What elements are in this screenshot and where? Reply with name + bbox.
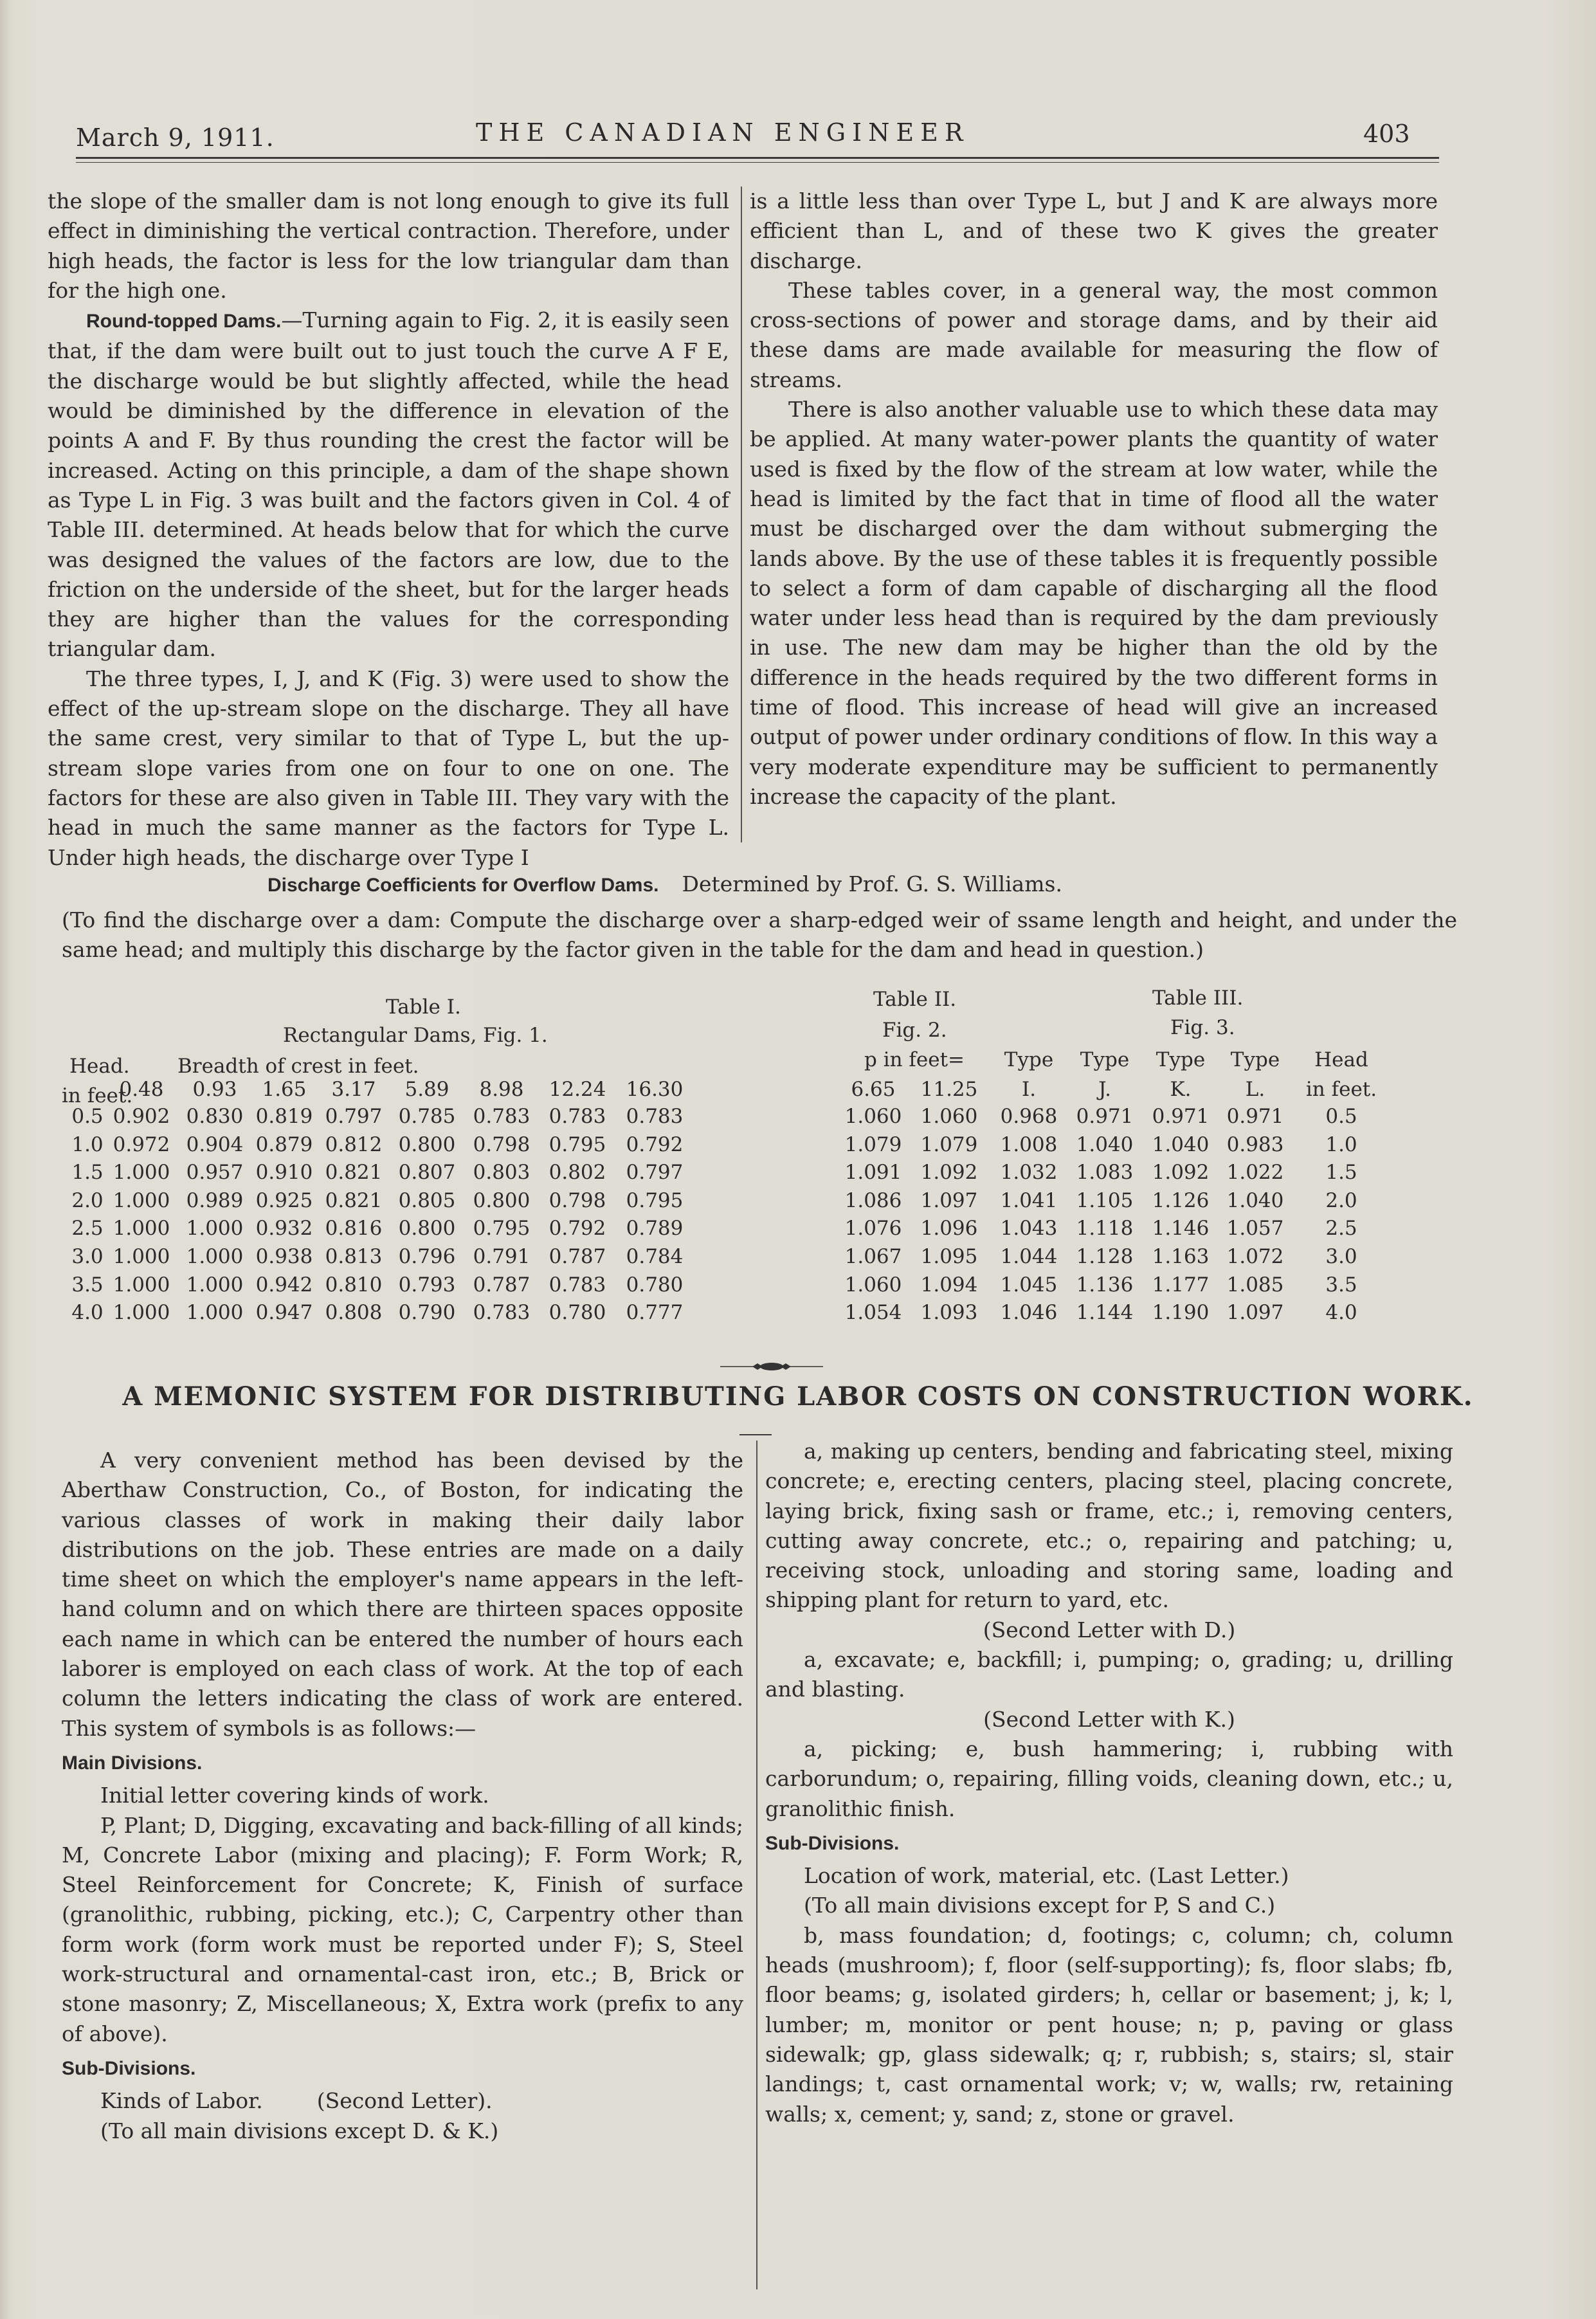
table-cell: 0.802	[549, 1161, 606, 1185]
ornament-divider	[720, 1362, 823, 1371]
table-cell: 0.783	[549, 1105, 606, 1128]
table-cell: 1.118	[1076, 1217, 1134, 1241]
breadth-header: 0.48	[119, 1078, 164, 1101]
table-cell-head: 1.0	[71, 1132, 104, 1156]
paragraph: Initial letter covering kinds of work.	[100, 1783, 489, 1808]
table-cell: 1.000	[113, 1273, 170, 1296]
table-cell: 1.086	[844, 1188, 902, 1212]
table-cell: 0.816	[325, 1217, 383, 1241]
head-right-units: in feet.	[1305, 1078, 1377, 1101]
table-cell: 0.800	[398, 1217, 456, 1241]
type-letter: L.	[1245, 1078, 1265, 1101]
head-right-label: Head	[1314, 1048, 1368, 1071]
table-cell-head: 3.5	[1325, 1273, 1357, 1296]
table-cell: 1.060	[920, 1105, 978, 1128]
table-cell: 0.821	[325, 1188, 383, 1212]
table-cell: 0.910	[255, 1161, 313, 1185]
title-rule	[739, 1434, 772, 1435]
table-cell: 0.830	[186, 1105, 244, 1128]
table-cell-head: 4.0	[71, 1301, 104, 1325]
table-cell: 0.780	[626, 1273, 684, 1296]
table-cell: 0.797	[325, 1105, 383, 1128]
table-cell: 1.079	[844, 1132, 902, 1156]
table-cell: 1.000	[113, 1245, 170, 1268]
table-cell: 0.797	[626, 1161, 684, 1185]
table2-p-label: p in feet=	[864, 1048, 965, 1071]
table-cell: 1.091	[844, 1161, 902, 1185]
table-cell: 1.000	[113, 1161, 170, 1185]
table-cell: 0.789	[626, 1217, 684, 1241]
table-cell: 1.094	[920, 1273, 978, 1296]
table-cell: 1.096	[920, 1217, 978, 1241]
coefficients-credit: Determined by Prof. G. S. Williams.	[682, 871, 1062, 896]
table-cell: 0.798	[473, 1132, 530, 1156]
table-cell: 0.795	[626, 1188, 684, 1212]
table-cell: 0.793	[398, 1273, 456, 1296]
type-header: Type	[1156, 1048, 1206, 1071]
breadth-label: Breadth of crest in feet.	[177, 1055, 419, 1078]
table-cell: 1.092	[920, 1161, 978, 1185]
table-cell-head: 2.0	[71, 1188, 104, 1212]
table-cell: 0.796	[398, 1245, 456, 1268]
table-cell: 1.000	[186, 1301, 244, 1325]
table-cell: 1.097	[920, 1188, 978, 1212]
table-cell: 1.144	[1076, 1301, 1134, 1325]
table-cell: 0.947	[255, 1301, 313, 1325]
table-cell: 0.795	[473, 1217, 530, 1241]
table-cell: 1.044	[1000, 1245, 1058, 1268]
breadth-header: 16.30	[626, 1078, 684, 1101]
table-cell: 1.041	[1000, 1188, 1058, 1212]
table-cell: 0.798	[549, 1188, 606, 1212]
table-cell: 0.807	[398, 1161, 456, 1185]
paragraph: The three types, I, J, and K (Fig. 3) were used to show the effect of the up-stream slope on the discharge. They all have the same crest, very similar to that of Type L, but the up-stream slope varies from one on four to one on one. The factors for these are also given in Table III. They vary with the head in much the same manner as the factors for Type L. Under high heads, the discharge over Type I	[48, 666, 729, 870]
table2-subtitle: Fig. 2.	[882, 1019, 947, 1042]
table-cell: 0.803	[473, 1161, 530, 1185]
paragraph: (To all main divisions except D. & K.)	[100, 2118, 499, 2143]
table-cell: 1.046	[1000, 1301, 1058, 1325]
paragraph: the slope of the smaller dam is not long enough to give its full effect in diminishing the vertical contraction. Therefore, under high heads, the factor is less for the low triangular dam than for the high one.	[48, 188, 729, 303]
table-cell-head: 2.5	[1325, 1217, 1357, 1241]
section-heading: Main Divisions.	[62, 1752, 203, 1774]
table-cell: 0.787	[549, 1245, 606, 1268]
table-cell: 0.791	[473, 1245, 530, 1268]
paragraph	[48, 305, 729, 664]
table-cell: 1.045	[1000, 1273, 1058, 1296]
table-cell: 1.022	[1226, 1161, 1284, 1185]
header-rule-thin	[76, 162, 1439, 163]
section-heading: Sub-Divisions.	[765, 1832, 900, 1854]
table-cell: 0.784	[626, 1245, 684, 1268]
article-left-column	[62, 1446, 743, 2146]
paragraph: Kinds of Labor. (Second Letter).	[100, 2088, 493, 2114]
paragraph: There is also another valuable use to which these data may be applied. At many water-power plants the quantity of water used is fixed by the flow of the stream at low water, while the head is limited by the fact that in time of flood all the water must be discharged over the dam without submerging the lands above. By the use of these tables it is frequently possible to select a form of dam capable of discharging all the flood water under less head than is required by the dam previously in use. The new dam may be higher than the old by the difference in the heads required by the two different forms in time of flood. This increase of head will give an increased output of power under ordinary conditions of flow. In this way a very moderate expenditure may be sufficient to permanently increase the capacity of the plant.	[750, 397, 1438, 809]
table-cell: 1.008	[1000, 1132, 1058, 1156]
article-right-column	[765, 1437, 1453, 2129]
column-divider	[756, 1441, 757, 2289]
table-cell: 1.163	[1152, 1245, 1210, 1268]
breadth-header: 8.98	[479, 1078, 524, 1101]
table3-subtitle: Fig. 3.	[1170, 1016, 1235, 1039]
table-cell-head: 2.5	[71, 1217, 104, 1241]
paragraph: P, Plant; D, Digging, excavating and back-filling of all kinds; M, Concrete Labor (mixing and placing); F. Form Work; R, Steel Reinforcement for Concrete; K, Finish of surface (granolithic, rubbing, picking, etc.); C, Carpentry other than form work (form work must be reported under F); S, Steel work-structural and ornamental-cast iron, etc.; B, Brick or stone masonry; Z, Miscellaneous; X, Extra work (prefix to any of above).	[62, 1812, 743, 2046]
paragraph: These tables cover, in a general way, the most common cross-sections of power and storage dams, and by their aid these dams are made available for measuring the flow of streams.	[750, 277, 1438, 392]
table-cell: 1.060	[844, 1273, 902, 1296]
table-cell: 1.126	[1152, 1188, 1210, 1212]
run-in-heading: Round-topped Dams.	[86, 311, 282, 332]
table-cell-head: 0.5	[71, 1105, 104, 1128]
table-cell: 0.777	[626, 1301, 684, 1325]
header-rule	[76, 157, 1439, 159]
table-cell: 0.819	[255, 1105, 313, 1128]
paragraph: (To all main divisions except for P, S and C.)	[804, 1893, 1276, 1918]
table-cell: 0.971	[1152, 1105, 1210, 1128]
article-title: A MEMONIC SYSTEM FOR DISTRIBUTING LABOR COSTS ON CONSTRUCTION WORK.	[122, 1381, 1474, 1412]
table-cell: 1.177	[1152, 1273, 1210, 1296]
table-cell: 1.076	[844, 1217, 902, 1241]
paragraph: Location of work, material, etc. (Last Letter.)	[804, 1863, 1289, 1889]
paragraph: a, excavate; e, backfill; i, pumping; o, grading; u, drilling and blasting.	[765, 1647, 1453, 1702]
table-cell: 0.783	[626, 1105, 684, 1128]
top-right-column	[750, 186, 1438, 812]
table-cell: 0.808	[325, 1301, 383, 1325]
table-cell: 0.790	[398, 1301, 456, 1325]
head-label: Head.	[69, 1055, 130, 1078]
table-cell: 1.092	[1152, 1161, 1210, 1185]
table-cell: 1.097	[1226, 1301, 1284, 1325]
table-cell: 1.032	[1000, 1161, 1058, 1185]
table-cell: 0.787	[473, 1273, 530, 1296]
table-cell: 1.128	[1076, 1245, 1134, 1268]
table-cell: 0.938	[255, 1245, 313, 1268]
type-header: Type	[1080, 1048, 1130, 1071]
table-cell-head: 1.0	[1325, 1132, 1357, 1156]
journal-title: THE CANADIAN ENGINEER	[476, 118, 970, 147]
table-cell: 1.067	[844, 1245, 902, 1268]
table-cell: 1.136	[1076, 1273, 1134, 1296]
breadth-header: 12.24	[549, 1078, 606, 1101]
table-cell: 0.783	[473, 1105, 530, 1128]
table-cell: 1.000	[186, 1217, 244, 1241]
type-letter: K.	[1170, 1078, 1192, 1101]
p-header: 11.25	[920, 1078, 978, 1101]
table-cell: 1.105	[1076, 1188, 1134, 1212]
table-cell: 1.000	[113, 1188, 170, 1212]
table-cell: 1.057	[1226, 1217, 1284, 1241]
table-cell: 0.821	[325, 1161, 383, 1185]
table-cell: 0.792	[549, 1217, 606, 1241]
section-heading: Sub-Divisions.	[62, 2057, 196, 2079]
table-cell: 0.783	[549, 1273, 606, 1296]
table-cell-head: 3.0	[1325, 1245, 1357, 1268]
table1-title: Table I.	[386, 996, 461, 1019]
table-cell: 0.932	[255, 1217, 313, 1241]
table3-title: Table III.	[1152, 987, 1244, 1010]
type-header: Type	[1004, 1048, 1054, 1071]
paragraph: is a little less than over Type L, but J and K are always more efficient than L, and of these two K gives the greater discharge.	[750, 188, 1438, 273]
table-cell-head: 1.5	[1325, 1161, 1357, 1185]
breadth-header: 0.93	[192, 1078, 237, 1101]
table-cell: 0.879	[255, 1132, 313, 1156]
paragraph: A very convenient method has been devised by the Aberthaw Construction, Co., of Boston, for indicating the various classes of work in making their daily labor distributions on the job. These entries are made on a daily time sheet on which the employer's name appears in the left-hand column and on which there are thirteen spaces opposite each name in which can be entered the number of hours each laborer is employed on each class of work. At the top of each column the letters indicating the class of work are entered. This system of symbols is as follows:—	[62, 1448, 743, 1741]
table-cell: 1.040	[1226, 1188, 1284, 1212]
table-cell-head: 2.0	[1325, 1188, 1357, 1212]
table2-title: Table II.	[873, 988, 957, 1011]
table-cell: 0.957	[186, 1161, 244, 1185]
table-cell: 1.040	[1152, 1132, 1210, 1156]
table-cell: 0.783	[473, 1301, 530, 1325]
table-cell: 1.000	[186, 1273, 244, 1296]
table-cell: 0.904	[186, 1132, 244, 1156]
table-cell-head: 3.5	[71, 1273, 104, 1296]
table-cell: 0.968	[1000, 1105, 1058, 1128]
type-header: Type	[1230, 1048, 1280, 1071]
table-cell: 1.095	[920, 1245, 978, 1268]
paragraph: b, mass foundation; d, footings; c, column; ch, column heads (mushroom); f, floor (self-supporting); fs, floor slabs; fb, floor beams; g, isolated girders; h, cellar or basement; j, k; l, lumber; m, monitor or pent house; n; p, paving or glass sidewalk; gp, glass sidewalk; q; r, rubbish; s, stairs; sl, stair landings; t, cast ornamental work; v; w, walls; rw, retaining walls; x, cement; y, sand; z, stone or gravel.	[765, 1922, 1453, 2127]
table-cell: 1.072	[1226, 1245, 1284, 1268]
table-cell: 0.795	[549, 1132, 606, 1156]
breadth-header: 5.89	[404, 1078, 449, 1101]
table-cell: 1.000	[113, 1301, 170, 1325]
table-cell-head: 4.0	[1325, 1301, 1357, 1325]
sub-caption: (Second Letter with K.)	[983, 1706, 1235, 1732]
paragraph-text: —Turning again to Fig. 2, it is easily seen that, if the dam were built out to just touch the curve A F E, the discharge would be but slightly affected, while the head would be diminished by the difference in elevation of the points A and F. By thus rounding the crest the factor will be increased. Acting on this principle, a dam of the shape shown as Type L in Fig. 3 was built and the factors given in Col. 4 of Table III. determined. At heads below that for which the curve was designed the values of the factors are low, due to the friction on the underside of the sheet, but for the larger heads they are higher than the values for the corresponding triangular dam.	[48, 307, 729, 662]
table-cell: 1.083	[1076, 1161, 1134, 1185]
breadth-header: 1.65	[262, 1078, 307, 1101]
table-cell: 1.060	[844, 1105, 902, 1128]
table-cell: 0.942	[255, 1273, 313, 1296]
table-cell: 1.000	[113, 1217, 170, 1241]
coefficients-heading: Discharge Coefficients for Overflow Dams.	[268, 875, 659, 896]
table-cell: 0.785	[398, 1105, 456, 1128]
header-date: March 9, 1911.	[76, 123, 275, 152]
coefficients-heading-line	[268, 871, 1062, 896]
table-cell: 0.971	[1226, 1105, 1284, 1128]
table-cell: 1.043	[1000, 1217, 1058, 1241]
table-cell: 0.983	[1226, 1132, 1284, 1156]
table-cell: 0.971	[1076, 1105, 1134, 1128]
table-cell: 0.902	[113, 1105, 170, 1128]
table-cell: 0.792	[626, 1132, 684, 1156]
column-divider	[741, 186, 742, 842]
table-cell: 0.810	[325, 1273, 383, 1296]
table-cell: 0.972	[113, 1132, 170, 1156]
table-cell: 1.079	[920, 1132, 978, 1156]
breadth-header: 3.17	[331, 1078, 376, 1101]
table-cell: 0.812	[325, 1132, 383, 1156]
table-cell: 0.989	[186, 1188, 244, 1212]
head-label-units: in feet.	[62, 1084, 133, 1107]
table-cell-head: 0.5	[1325, 1105, 1357, 1128]
p-header: 6.65	[851, 1078, 896, 1101]
type-letter: I.	[1021, 1078, 1037, 1101]
table-cell-head: 3.0	[71, 1245, 104, 1268]
table1-subtitle: Rectangular Dams, Fig. 1.	[283, 1024, 548, 1047]
paragraph: a, making up centers, bending and fabricating steel, mixing concrete; e, erecting centers, placing steel, placing concrete, laying brick, fixing sash or frame, etc.; i, removing centers, cutting away concrete, etc.; o, repairing and patching; u, receiving stock, unloading and storing same, loading and shipping plant for return to yard, etc.	[765, 1439, 1453, 1613]
table-cell: 1.085	[1226, 1273, 1284, 1296]
table-cell: 0.925	[255, 1188, 313, 1212]
table-cell: 1.040	[1076, 1132, 1134, 1156]
table-cell: 0.805	[398, 1188, 456, 1212]
top-left-column	[48, 186, 729, 873]
coefficients-intro: (To find the discharge over a dam: Compute the discharge over a sharp-edged weir of ssame length and height, and under the same head; and multiply this discharge by the factor given in the table for the dam and head in question.)	[62, 907, 1457, 962]
table-cell: 1.146	[1152, 1217, 1210, 1241]
type-letter: J.	[1098, 1078, 1111, 1101]
table-cell: 1.000	[186, 1245, 244, 1268]
sub-caption: (Second Letter with D.)	[983, 1617, 1236, 1642]
table-cell-head: 1.5	[71, 1161, 104, 1185]
table-cell: 0.780	[549, 1301, 606, 1325]
table-cell: 0.800	[398, 1132, 456, 1156]
table-cell: 1.093	[920, 1301, 978, 1325]
paragraph: a, picking; e, bush hammering; i, rubbing with carborundum; o, repairing, filling voids, cleaning down, etc.; u, granolithic finish.	[765, 1736, 1453, 1821]
table-cell: 0.800	[473, 1188, 530, 1212]
table-cell: 0.813	[325, 1245, 383, 1268]
table-cell: 1.190	[1152, 1301, 1210, 1325]
table-cell: 1.054	[844, 1301, 902, 1325]
page-number: 403	[1363, 120, 1410, 148]
